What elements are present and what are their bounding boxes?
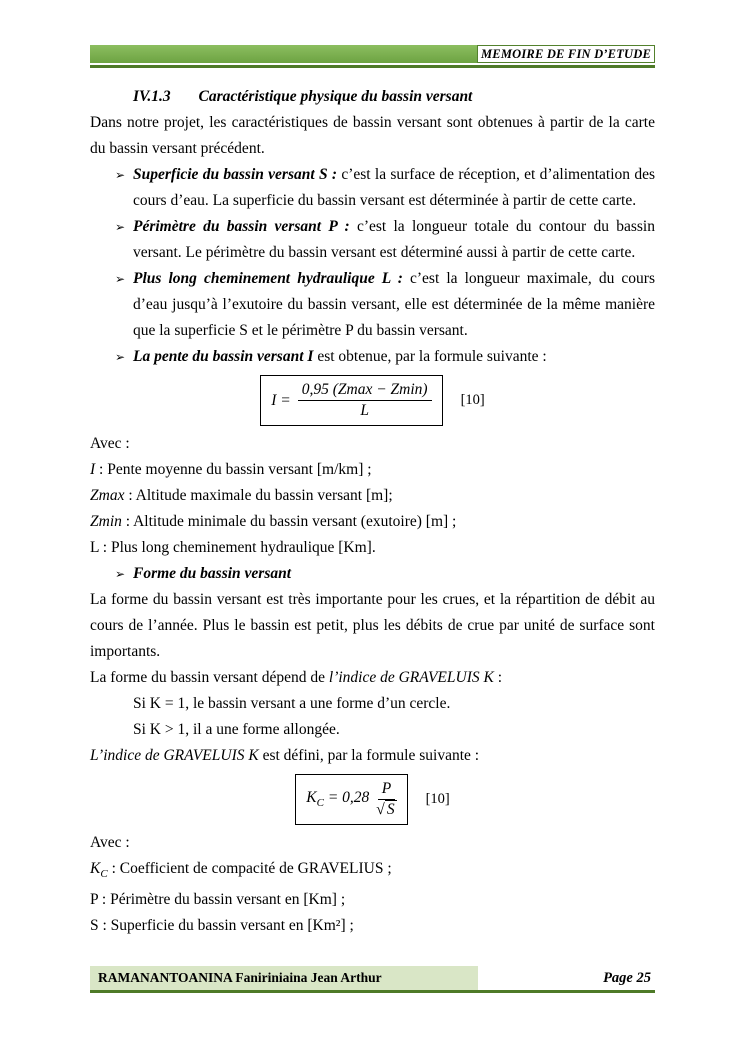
definition-line-p bbox=[90, 887, 655, 913]
bullet-arrow-icon: ➢ bbox=[115, 567, 126, 581]
fraction-denominator bbox=[376, 800, 396, 819]
intro-paragraph: Dans notre projet, les caractéristiques de bassin versant sont obtenues à partir de la carte du bassin versant précédent. bbox=[90, 114, 655, 157]
bullet-rest: c’est la longueur maximale, du cours d’eau jusqu’à l’exutoire du bassin versant, elle est déterminée de la même manière que la superficie S et le périmètre P du bassin versant. bbox=[133, 270, 655, 339]
forme-paragraph: La forme du bassin versant est très importante pour les crues, et la répartition de débit au cours de l’année. Plus le bassin est petit, plus les débits de crue par unité de surface sont importants. bbox=[90, 591, 655, 660]
bullet-text bbox=[133, 344, 655, 370]
slope-formula-lhs: I = bbox=[271, 391, 291, 409]
bullet-lead: Périmètre du bassin versant P : bbox=[133, 218, 350, 235]
case-k-greater-1: Si K > 1, il a une forme allongée. bbox=[133, 721, 340, 738]
bullet-item-pente bbox=[90, 344, 655, 370]
section-heading bbox=[133, 84, 655, 110]
fraction-numerator: P bbox=[378, 780, 395, 800]
bullet-rest: c’est la surface de réception, et d’alimentation des cours d’eau. La superficie du bassin versant est déterminée à partir de cette carte. bbox=[133, 166, 655, 209]
header-rule bbox=[90, 65, 655, 68]
definition-term: I bbox=[90, 461, 96, 478]
bullet-arrow-icon: ➢ bbox=[115, 220, 126, 234]
case-k-equal-1: Si K = 1, le bassin versant a une forme d’un cercle. bbox=[133, 695, 451, 712]
header-title-box bbox=[477, 45, 655, 63]
footer-author: RAMANANTOANINA Faniriniaina Jean Arthur bbox=[90, 966, 478, 990]
bullet-item-superficie bbox=[90, 162, 655, 214]
bullet-item-forme bbox=[90, 561, 655, 587]
gravelius-formula-lhs bbox=[306, 789, 369, 809]
definition-term: P bbox=[90, 891, 99, 909]
depend-post: : bbox=[493, 669, 503, 686]
section-title: Caractéristique physique du bassin versant bbox=[198, 88, 473, 105]
definition-line-zmax bbox=[90, 483, 655, 509]
bullet-text bbox=[133, 214, 655, 266]
bullet-rest: c’est la longueur totale du contour du bassin versant. Le périmètre du bassin versant est déterminé aussi à partir de cette carte. bbox=[133, 218, 655, 261]
bullet-arrow-icon: ➢ bbox=[115, 350, 126, 364]
footer-page-number: Page 25 bbox=[478, 966, 655, 990]
definition-line-zmin bbox=[90, 509, 655, 535]
citation-ref: [10] bbox=[425, 791, 450, 807]
fraction bbox=[298, 381, 432, 420]
definition-text: : Altitude minimale du bassin versant (exutoire) [m] ; bbox=[121, 513, 457, 530]
bullet-text bbox=[133, 162, 655, 214]
definition-text: : Superficie du bassin versant en [Km²] ; bbox=[98, 917, 354, 935]
bullet-lead: Superficie du bassin versant S : bbox=[133, 166, 338, 183]
definition-line-i bbox=[90, 457, 655, 483]
avec-label: Avec : bbox=[90, 435, 130, 452]
definition-text: : Périmètre du bassin versant en [Km] ; bbox=[98, 891, 346, 909]
definition-term: Zmax bbox=[90, 487, 125, 504]
bullet-text bbox=[133, 266, 655, 344]
forme-heading-label: Forme du bassin versant bbox=[133, 565, 292, 582]
section-number: IV.1.3 bbox=[133, 88, 171, 105]
bullet-lead: La pente du bassin versant I bbox=[133, 348, 314, 365]
slope-formula-box bbox=[260, 375, 442, 426]
citation-ref: [10] bbox=[460, 392, 485, 408]
definition-term-subscript: C bbox=[100, 868, 108, 881]
definition-term: Zmin bbox=[90, 513, 122, 530]
header-bar bbox=[90, 45, 655, 63]
definition-term: K bbox=[90, 860, 101, 877]
gravelius-eq: = 0,28 bbox=[323, 789, 370, 807]
indice-post: est défini, par la formule suivante : bbox=[258, 747, 480, 764]
footer-bar bbox=[90, 966, 655, 993]
definition-text: : Pente moyenne du bassin versant [m/km] ; bbox=[95, 461, 372, 478]
definition-line-kc bbox=[90, 856, 655, 887]
definition-term: L bbox=[90, 539, 99, 556]
definition-text: : Plus long cheminement hydraulique [Km]. bbox=[98, 539, 376, 556]
gravelius-depend-paragraph bbox=[90, 665, 655, 691]
bullet-rest: est obtenue, par la formule suivante : bbox=[313, 348, 547, 365]
fraction-denominator: L bbox=[360, 402, 369, 419]
definition-text: : Coefficient de compacité de GRAVELIUS ; bbox=[107, 860, 392, 877]
header-green-band bbox=[90, 45, 477, 63]
page-footer bbox=[90, 966, 655, 993]
definition-text: : Altitude maximale du bassin versant [m]; bbox=[124, 487, 393, 504]
fraction bbox=[376, 780, 396, 819]
depend-pre: La forme du bassin versant dépend de bbox=[90, 669, 329, 686]
bullet-arrow-icon: ➢ bbox=[115, 168, 126, 182]
gravelius-term: l’indice de GRAVELUIS K bbox=[328, 669, 494, 686]
bullet-item-perimetre bbox=[90, 214, 655, 266]
bullet-lead: Plus long cheminement hydraulique L : bbox=[133, 270, 403, 287]
header-title: MEMOIRE DE FIN D’ETUDE bbox=[480, 46, 652, 61]
avec-label: Avec : bbox=[90, 834, 130, 851]
definition-term: S bbox=[90, 917, 99, 935]
definition-line-l bbox=[90, 535, 655, 561]
page-header bbox=[90, 45, 655, 68]
gravelius-formula-intro bbox=[90, 743, 655, 769]
document-content bbox=[90, 84, 655, 939]
gravelius-formula-row bbox=[90, 774, 655, 825]
bullet-arrow-icon: ➢ bbox=[115, 272, 126, 286]
sqrt-argument: S bbox=[386, 801, 395, 818]
fraction-numerator: 0,95 (Zmax − Zmin) bbox=[298, 381, 432, 401]
sqrt-radical-icon: √ bbox=[376, 801, 385, 818]
gravelius-formula-box bbox=[295, 774, 407, 825]
gravelius-subscript: C bbox=[316, 797, 324, 810]
definition-line-s bbox=[90, 913, 655, 939]
bullet-item-cheminement bbox=[90, 266, 655, 344]
gravelius-term: L’indice de GRAVELUIS K bbox=[90, 747, 259, 764]
gravelius-var: K bbox=[306, 789, 317, 807]
slope-formula-row bbox=[90, 375, 655, 426]
